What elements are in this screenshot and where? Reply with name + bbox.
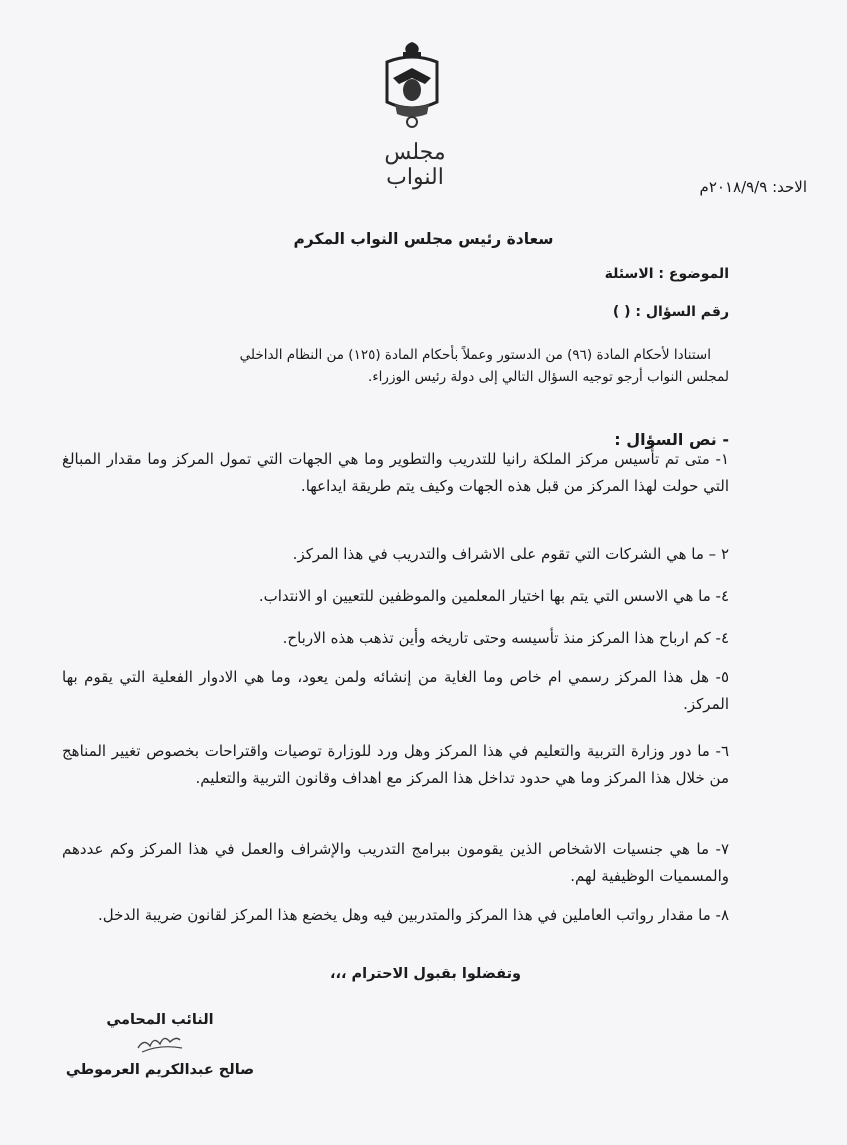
question-item: ١- متى تم تأسيس مركز الملكة رانيا للتدريب والتطوير وما هي الجهات التي تمول المركز وما مقدار المبالغ التي حولت لهذا المركز من قبل هذه الجهات وكيف يتم طريقة ايداعها. xyxy=(62,450,729,495)
closing-line: وتفضلوا بقبول الاحترام ،،، xyxy=(329,966,522,982)
handwritten-signature-icon xyxy=(130,1030,190,1056)
intro-line-2: لمجلس النواب أرجو توجيه السؤال التالي إلى دولة رئيس الوزراء. xyxy=(368,369,729,385)
signatory-title: النائب المحامي xyxy=(106,1012,214,1028)
intro-line-1: استنادا لأحكام المادة (٩٦) من الدستور وعملاً بأحكام المادة (١٢٥) من النظام الداخلي xyxy=(239,347,711,363)
signature-block xyxy=(60,1012,260,1078)
questions-heading: - نص السؤال : xyxy=(614,430,729,449)
subject-line: الموضوع : الاسئلة xyxy=(604,266,729,282)
question-item: ٤- كم ارباح هذا المركز منذ تأسيسه وحتى تاريخه وأين تذهب هذه الارباح. xyxy=(282,629,729,647)
question-item: ٧- ما هي جنسيات الاشخاص الذين يقومون ببرامج التدريب والإشراف والعمل في هذا المركز وكم عددهم والمسميات الوظيفية لهم. xyxy=(62,840,729,885)
question-number: رقم السؤال : ( ) xyxy=(612,304,729,320)
question-item: ٨- ما مقدار رواتب العاملين في هذا المركز والمتدربين فيه وهل يخضع هذا المركز لقانون ضريبة الدخل. xyxy=(97,906,729,924)
intro-paragraph xyxy=(68,344,729,388)
question-item: ٦- ما دور وزارة التربية والتعليم في هذا المركز وهل ورد للوزارة توصيات واقتراحات بخصوص تغيير المناهج من خلال هذا المركز وما هي حدود تداخل هذا المركز مع اهداف وقانون التربية والتعليم. xyxy=(62,742,729,787)
question-item: ٤- ما هي الاسس التي يتم بها اختيار المعلمين والموظفين للتعيين او الانتداب. xyxy=(258,587,729,605)
salutation: سعادة رئيس مجلس النواب المكرم xyxy=(293,230,554,248)
question-item: ٥- هل هذا المركز رسمي ام خاص وما الغاية من إنشائه ولمن يعود، وما هي الادوار الفعلية التي يقوم بها المركز. xyxy=(62,668,729,713)
parliament-logotype: مجلس النواب xyxy=(384,140,446,190)
letter-date: الاحد: ٢٠١٨/٩/٩م xyxy=(699,178,807,196)
question-item: ٢ – ما هي الشركات التي تقوم على الاشراف والتدريب في هذا المركز. xyxy=(292,545,729,563)
signatory-name: صالح عبدالكريم العرموطي xyxy=(65,1062,255,1078)
coat-of-arms-icon xyxy=(373,38,451,130)
